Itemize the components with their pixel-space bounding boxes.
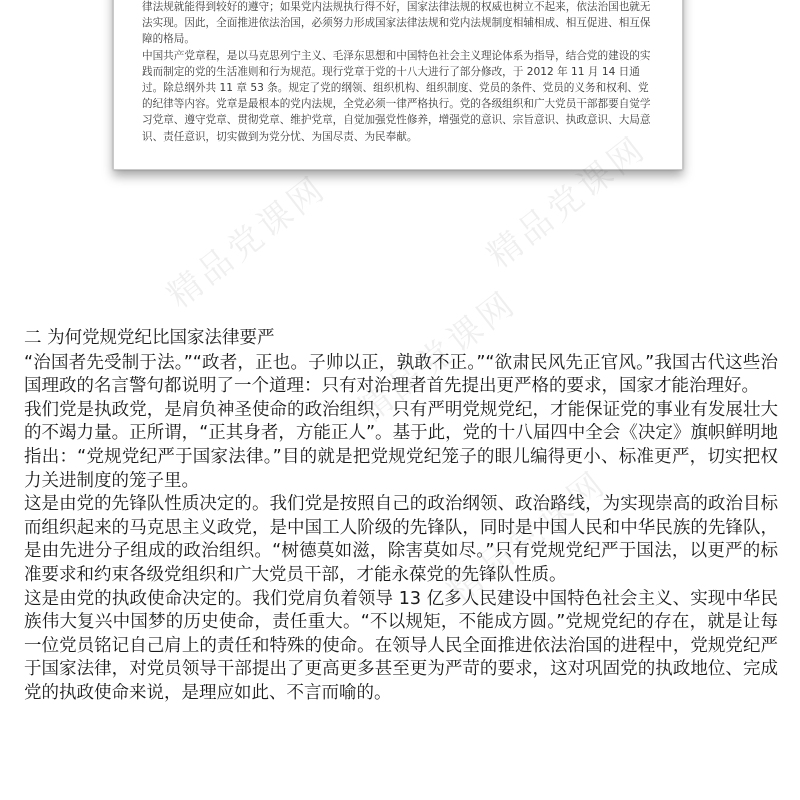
watermark: 精品党课网	[479, 128, 655, 277]
slide-paragraph: 中国共产党章程，是以马克思列宁主义、毛泽东思想和中国特色社会主义理论体系为指导，结合党的建设的实践而制定的党的生活准则和行为规范。现行党章于党的十八大进行了部分修改，于 2012 年 11 月 14 日通过。除总纲外共 11 章 53 条。规定了党的纲领、组织机构、组织制度、党员的条件、党员的义务和权利、党的纪律等内容。党章是最根本的党内法规，全党必须一律严格执行。党的各级组织和广大党员干部都要自觉学习党章、遵守党章、贯彻党章、维护党章，自觉加强党性修养，增强党的意识、宗旨意识、执政意识、大局意识、责任意识，切实做到为党分忧、为国尽责、为民奉献。	[142, 49, 651, 143]
watermark: 精品党课网	[349, 283, 525, 432]
section-heading: 二 为何党规党纪比国家法律要严	[24, 328, 275, 348]
body-paragraph: “治国者先受制于法。”“政者，正也。子帅以正，孰敢不正。”“欲肃民风先正官风。”我国古代这些治国理政的名言警句都说明了一个道理：只有对治理者首先提出更严格的要求，国家才能治理好。	[24, 352, 778, 397]
inset-slide-image	[113, 0, 683, 170]
watermark: 精品党课网	[159, 168, 335, 317]
watermark: 精品党课网	[439, 463, 615, 612]
main-content	[24, 327, 778, 706]
body-paragraph: 我们党是执政党，是肩负神圣使命的政治组织，只有严明党规党纪，才能保证党的事业有发展壮大的不竭力量。正所谓，“正其身者，方能正人”。基于此，党的十八届四中全会《决定》旗帜鲜明地指出：“党规党纪严于国家法律。”目的就是把党规党纪笼子的眼儿编得更小、标准更严，切实把权力关进制度的笼子里。	[24, 399, 778, 491]
body-paragraph: 这是由党的执政使命决定的。我们党肩负着领导 13 亿多人民建设中国特色社会主义、实现中华民族伟大复兴中国梦的历史使命，责任重大。“不以规矩，不能成方圆。”党规党纪的存在，就是让每一位党员铭记自己肩上的责任和特殊的使命。在领导人民全面推进依法治国的进程中，党规党纪严于国家法律，对党员领导干部提出了更高更多甚至更为严苛的要求，这对巩固党的执政地位、完成党的执政使命来说，是理应如此、不言而喻的。	[24, 588, 778, 703]
slide-paragraph: 律法规就能得到较好的遵守；如果党内法规执行得不好，国家法律法规的权威也树立不起来，依法治国也就无法实现。因此，全面推进依法治国，必须努力形成国家法律法规和党内法规制度相辅相成、相互促进、相互保障的格局。	[142, 1, 651, 46]
body-paragraph: 这是由党的先锋队性质决定的。我们党是按照自己的政治纲领、政治路线，为实现崇高的政治目标而组织起来的马克思主义政党，是中国工人阶级的先锋队，同时是中国人民和中华民族的先锋队，是由先进分子组成的政治组织。“树德莫如滋，除害莫如尽。”只有党规党纪严于国法，以更严的标准要求和约束各级党组织和广大党员干部，才能永葆党的先锋队性质。	[24, 494, 778, 585]
